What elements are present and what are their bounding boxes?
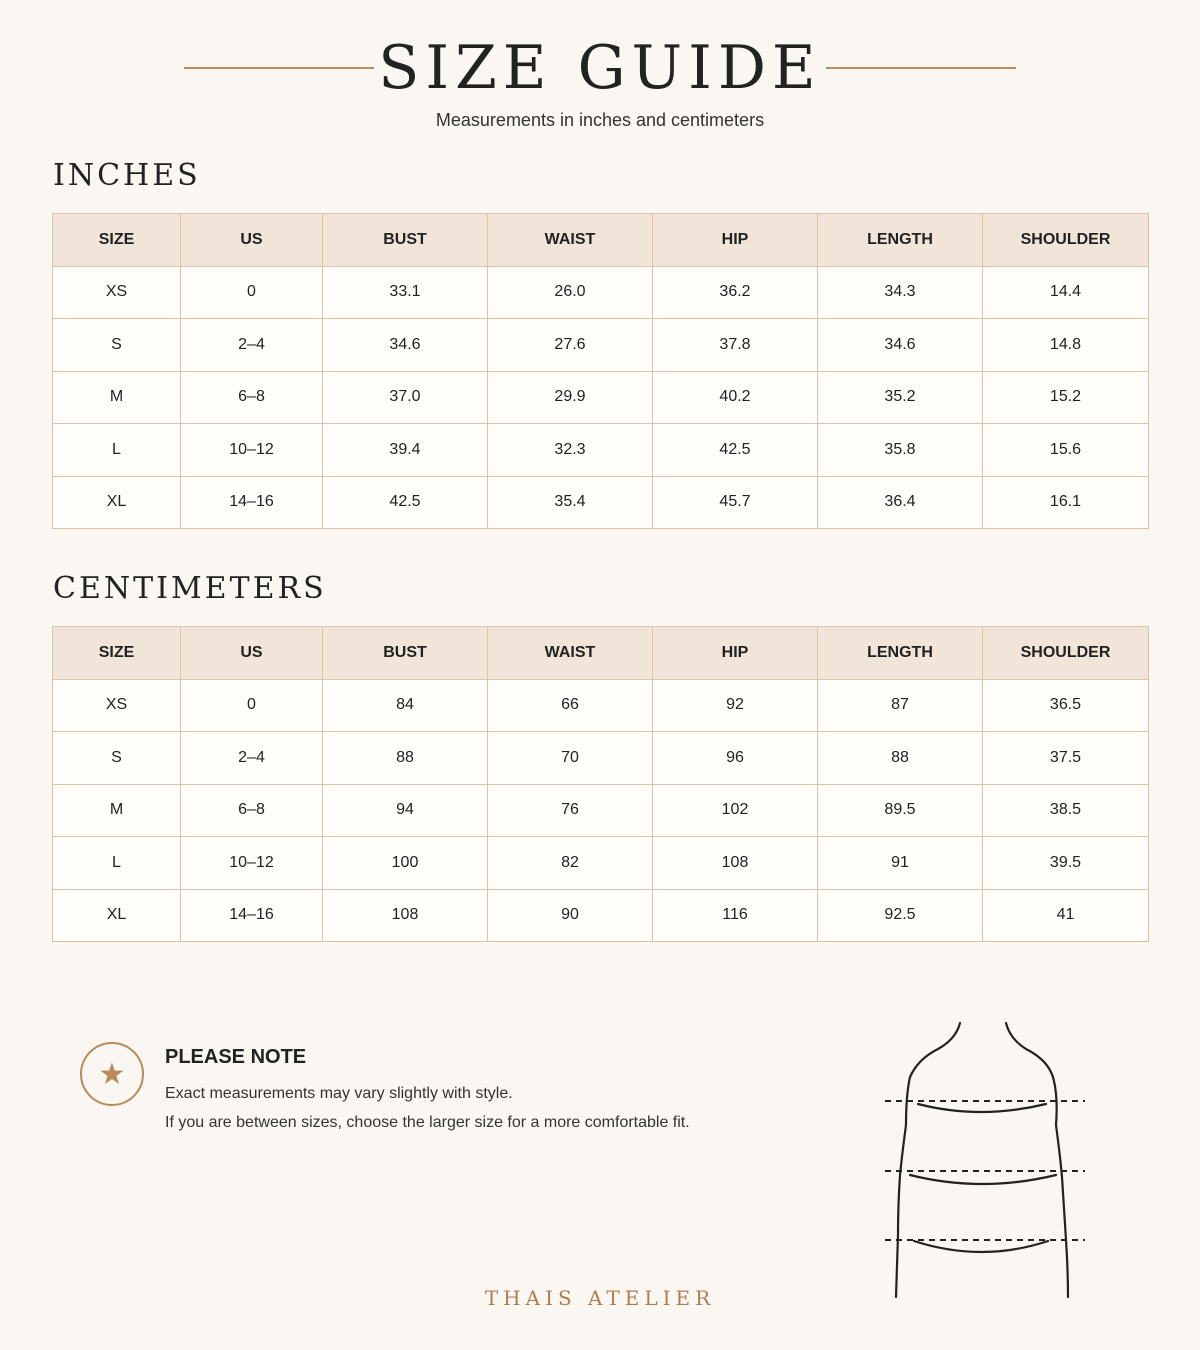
table-cell: 14–16 — [181, 889, 323, 942]
table-row — [53, 679, 1149, 732]
table-cell: 88 — [323, 732, 488, 785]
table-cell: 35.2 — [818, 371, 983, 424]
table-cell: 38.5 — [983, 784, 1149, 837]
table-cell: 39.4 — [323, 424, 488, 477]
table-cell: 15.6 — [983, 424, 1149, 477]
table-cell: 34.3 — [818, 266, 983, 319]
table-cell: 27.6 — [488, 319, 653, 372]
table-cell: 35.4 — [488, 476, 653, 529]
table-cell: 37.8 — [653, 319, 818, 372]
table-cell: 10–12 — [181, 837, 323, 890]
table-cell: 16.1 — [983, 476, 1149, 529]
table-cell: 6–8 — [181, 784, 323, 837]
centimeters-table — [52, 626, 1149, 942]
table-cell: 34.6 — [818, 319, 983, 372]
table-cell: 116 — [653, 889, 818, 942]
table-cell: 87 — [818, 679, 983, 732]
table-cell: 94 — [323, 784, 488, 837]
column-header: WAIST — [488, 627, 653, 680]
table-cell: 41 — [983, 889, 1149, 942]
table-cell: 42.5 — [323, 476, 488, 529]
table-cell: S — [53, 319, 181, 372]
table-header-row — [53, 214, 1149, 267]
title-rule-left — [184, 67, 374, 69]
table-cell: 14–16 — [181, 476, 323, 529]
table-cell: 108 — [653, 837, 818, 890]
table-cell: XS — [53, 266, 181, 319]
centimeters-section-title: CENTIMETERS — [53, 571, 327, 606]
title-row — [0, 30, 1200, 106]
table-cell: XL — [53, 889, 181, 942]
column-header: US — [181, 627, 323, 680]
column-header: BUST — [323, 214, 488, 267]
page-header — [0, 30, 1200, 131]
figure-hip-curve — [914, 1241, 1048, 1252]
table-cell: 35.8 — [818, 424, 983, 477]
table-cell: L — [53, 424, 181, 477]
table-cell: XL — [53, 476, 181, 529]
table-cell: 15.2 — [983, 371, 1149, 424]
table-cell: 36.4 — [818, 476, 983, 529]
table-cell: 10–12 — [181, 424, 323, 477]
table-cell: 90 — [488, 889, 653, 942]
page-title: SIZE GUIDE — [378, 33, 822, 103]
column-header: LENGTH — [818, 627, 983, 680]
table-cell: 89.5 — [818, 784, 983, 837]
column-header: US — [181, 214, 323, 267]
table-cell: M — [53, 371, 181, 424]
table-row — [53, 424, 1149, 477]
table-cell: 40.2 — [653, 371, 818, 424]
table-cell: 100 — [323, 837, 488, 890]
table-cell: 92.5 — [818, 889, 983, 942]
inches-table — [52, 213, 1149, 529]
table-row — [53, 732, 1149, 785]
table-row — [53, 319, 1149, 372]
note-heading: PLEASE NOTE — [165, 1046, 307, 1068]
table-cell: 42.5 — [653, 424, 818, 477]
table-cell: 0 — [181, 679, 323, 732]
table-cell: 32.3 — [488, 424, 653, 477]
column-header: HIP — [653, 627, 818, 680]
table-cell: 76 — [488, 784, 653, 837]
table-cell: 14.8 — [983, 319, 1149, 372]
note-text — [165, 1046, 785, 1137]
table-cell: S — [53, 732, 181, 785]
table-cell: 84 — [323, 679, 488, 732]
table-cell: 88 — [818, 732, 983, 785]
table-cell: 102 — [653, 784, 818, 837]
table-row — [53, 784, 1149, 837]
table-header-row — [53, 627, 1149, 680]
table-cell: 29.9 — [488, 371, 653, 424]
table-cell: 91 — [818, 837, 983, 890]
figure-waist-curve — [910, 1175, 1056, 1184]
table-cell: L — [53, 837, 181, 890]
table-cell: 34.6 — [323, 319, 488, 372]
figure-right-side — [1056, 1125, 1068, 1297]
column-header: SHOULDER — [983, 214, 1149, 267]
column-header: SIZE — [53, 627, 181, 680]
table-cell: 70 — [488, 732, 653, 785]
inches-section-title: INCHES — [53, 158, 201, 193]
table-cell: 36.5 — [983, 679, 1149, 732]
table-cell: 0 — [181, 266, 323, 319]
table-row — [53, 889, 1149, 942]
page-subtitle: Measurements in inches and centimeters — [435, 110, 765, 130]
note-line: Exact measurements may vary slightly with style. — [165, 1085, 513, 1102]
body-measurement-figure — [870, 1015, 1100, 1305]
table-cell: 33.1 — [323, 266, 488, 319]
table-cell: 96 — [653, 732, 818, 785]
table-cell: 108 — [323, 889, 488, 942]
column-header: SHOULDER — [983, 627, 1149, 680]
table-cell: 36.2 — [653, 266, 818, 319]
column-header: BUST — [323, 627, 488, 680]
figure-bust-curve — [918, 1104, 1046, 1112]
title-rule-right — [826, 67, 1016, 69]
table-cell: 37.5 — [983, 732, 1149, 785]
column-header: WAIST — [488, 214, 653, 267]
column-header: HIP — [653, 214, 818, 267]
star-icon: ★ — [80, 1042, 144, 1106]
table-row — [53, 837, 1149, 890]
table-cell: 37.0 — [323, 371, 488, 424]
table-cell: 66 — [488, 679, 653, 732]
table-cell: 2–4 — [181, 319, 323, 372]
brand-name: THAIS ATELIER — [484, 1286, 716, 1310]
table-cell: 92 — [653, 679, 818, 732]
table-row — [53, 476, 1149, 529]
table-cell: XS — [53, 679, 181, 732]
table-cell: 82 — [488, 837, 653, 890]
figure-left-side — [896, 1125, 906, 1297]
column-header: SIZE — [53, 214, 181, 267]
table-row — [53, 266, 1149, 319]
table-row — [53, 371, 1149, 424]
table-cell: 14.4 — [983, 266, 1149, 319]
note-line: If you are between sizes, choose the larger size for a more comfortable fit. — [165, 1114, 690, 1131]
table-cell: 2–4 — [181, 732, 323, 785]
table-cell: 6–8 — [181, 371, 323, 424]
column-header: LENGTH — [818, 214, 983, 267]
table-cell: M — [53, 784, 181, 837]
table-cell: 39.5 — [983, 837, 1149, 890]
table-cell: 26.0 — [488, 266, 653, 319]
table-cell: 45.7 — [653, 476, 818, 529]
